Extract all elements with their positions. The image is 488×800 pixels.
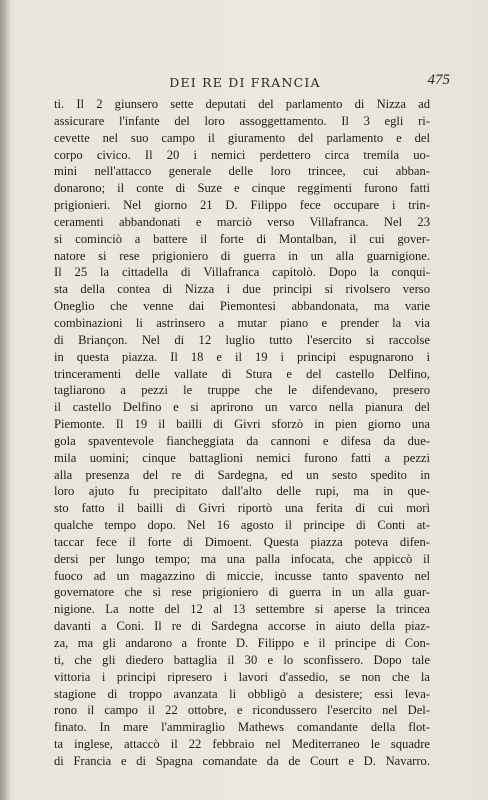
text-line: vittoria i principi ripresero i lavori d'assedio, se non che la: [54, 669, 430, 684]
text-line: in questa piazza. Il 18 e il 19 i principi espugnarono i: [54, 349, 430, 364]
page-header: [40, 74, 450, 94]
text-line: di Francia e di Spagna comandate da de Court e D. Navarro.: [54, 753, 430, 768]
text-line: mini nell'attacco generale delle loro trincee, cui abban-: [54, 164, 430, 179]
text-line: tagliarono a pezzi le truppe che le difendevano, presero: [54, 383, 430, 398]
body-text: [54, 96, 430, 770]
text-line: gola spaventevole fiancheggiata da cannoni e difesa da due-: [54, 433, 430, 448]
text-line: ti. Il 2 giunsero sette deputati del parlamento di Nizza ad: [54, 97, 430, 111]
text-line: trinceramenti delle vallate di Stura e del castello Delfino,: [54, 366, 430, 381]
text-line: mila uomini; cinque battaglioni nemici furono fatti a pezzi: [54, 450, 430, 465]
page-number: 475: [427, 72, 450, 88]
text-line: governatore che si rese prigioniero di guerra in un alla guar-: [54, 585, 430, 600]
text-line: combinazioni li astrinsero a mutar piano e prender la via: [54, 315, 430, 330]
text-line: stagione di troppo avanzata li obbligò a desistere; essi leva-: [54, 686, 430, 701]
text-line: sta della contea di Nizza i due principi si rivolsero verso: [54, 282, 430, 297]
text-line: nigione. La notte del 12 al 13 settembre si aperse la trincea: [54, 602, 430, 617]
text-line: finato. In mare l'ammiraglio Mathews comandante della flot-: [54, 720, 430, 735]
text-line: donarono; il conte di Suze e cinque reggimenti furono fatti: [54, 181, 430, 196]
text-line: ti, che gli diedero battaglia il 30 e lo sconfissero. Dopo tale: [54, 652, 430, 667]
text-line: ceramenti abbandonati e marciò verso Villafranca. Nel 23: [54, 214, 430, 229]
text-line: sto fatto il bailli di Givri riportò una ferita di cui morì: [54, 501, 430, 516]
text-line: davanti a Coni. Il re di Sardegna accorse in aiuto della piaz-: [54, 619, 430, 634]
text-line: natore si rese prigioniero di guerra in un alla guarnigione.: [54, 248, 430, 263]
text-line: taccar fece il forte di Dimoent. Questa piazza poteva difen-: [54, 534, 430, 549]
text-line: dersi per lungo tempo; ma una palla infocata, che appiccò il: [54, 551, 430, 566]
text-line: alla presenza del re di Sardegna, ed un sesto spedito in: [54, 467, 430, 482]
text-line: di Briançon. Nel di 12 luglio tutto l'esercito si raccolse: [54, 332, 430, 347]
text-line: si cominciò a battere il forte di Montalban, il cui gover-: [54, 231, 430, 246]
running-title: DEI RE DI FRANCIA: [169, 75, 321, 90]
text-line: za, ma gli andarono a fronte D. Filippo e il principe di Con-: [54, 636, 430, 650]
text-line: Il 25 la cittadella di Villafranca capitolò. Dopo la conqui-: [54, 265, 430, 280]
text-line: qualche tempo dopo. Nel 16 agosto il principe di Conti at-: [54, 518, 430, 533]
text-line: ta inglese, attaccò il 22 febbraio nel Mediterraneo le squadre: [54, 737, 430, 752]
text-line: corpo civico. Il 20 i nemici perdettero circa tremila uo-: [54, 147, 430, 162]
text-line: cevette nel suo campo il giuramento del parlamento e del: [54, 130, 430, 145]
text-line: rono il campo il 22 ottobre, e ricondussero l'esercito nel Del-: [54, 703, 430, 718]
binding-gutter-shadow: [0, 0, 10, 800]
text-line: loro ajuto fu precipitato dall'alto delle rupi, ma in que-: [54, 484, 430, 499]
text-line: il castello Delfino e si aprirono un varco nella pianura del: [54, 400, 430, 415]
text-line: fuoco ad un magazzino di miccie, incusse tanto spavento nel: [54, 568, 430, 583]
text-line: Piemonte. Il 19 il bailli di Givri sforzò in pien giorno una: [54, 417, 430, 432]
text-line: Oneglio che venne dai Piemontesi abbandonata, ma varie: [54, 299, 430, 314]
text-line: prigionieri. Nel giorno 21 D. Filippo fece occupare i trin-: [54, 198, 430, 213]
text-line: assicurare l'infante del loro assoggettamento. Il 3 egli ri-: [54, 113, 430, 128]
